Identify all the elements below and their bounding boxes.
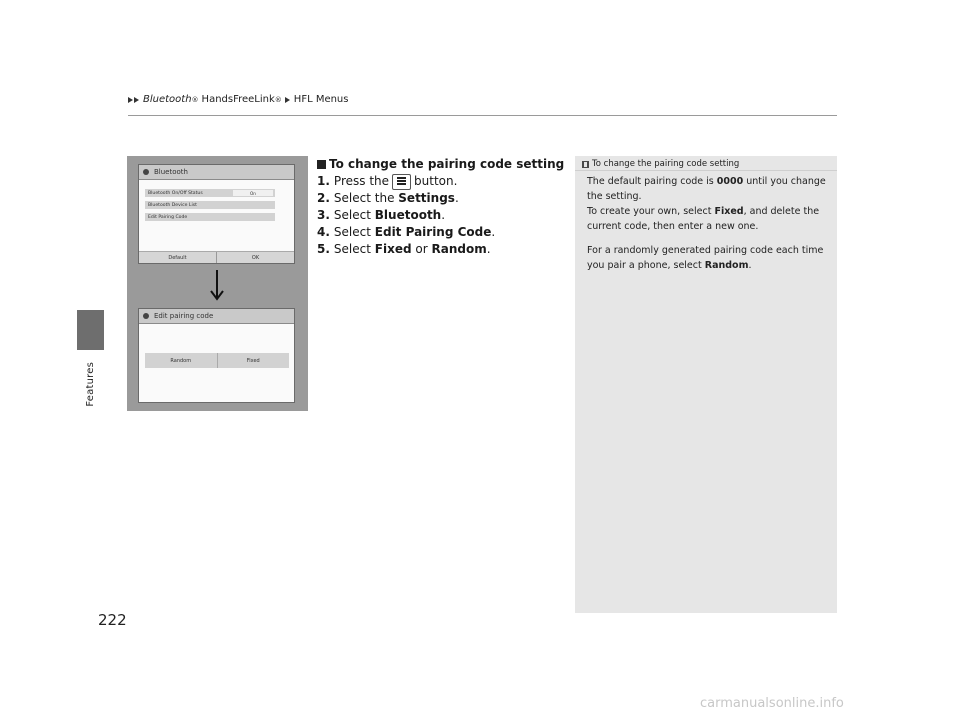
header-divider <box>128 115 837 116</box>
random-button: Random <box>145 353 217 368</box>
bluetooth-screen-footer <box>139 251 294 263</box>
note-paragraph: To create your own, select Fixed, and delete the current code, then enter a new one. <box>587 206 820 232</box>
status-value: On <box>233 190 273 196</box>
note-box <box>575 156 837 613</box>
bluetooth-screen-title: Bluetooth <box>139 165 294 180</box>
breadcrumb-arrow-icon <box>285 97 290 103</box>
note-divider <box>575 170 837 171</box>
back-icon <box>143 169 149 175</box>
breadcrumb-handsfreelink: HandsFreeLink <box>201 94 275 105</box>
step-1: 1. Press the button. <box>317 174 458 188</box>
breadcrumb-arrow-icon <box>128 97 133 103</box>
menu-row-edit-pairing-code: Edit Pairing Code <box>145 213 275 221</box>
heading-square-icon <box>317 160 326 169</box>
step-4: 4. Select Edit Pairing Code . <box>317 225 496 239</box>
registered-mark: ® <box>191 95 199 104</box>
note-body <box>587 174 832 273</box>
breadcrumb <box>128 94 348 105</box>
menu-row-device-list: Bluetooth Device List <box>145 201 275 209</box>
step-2: 2. Select the Settings . <box>317 191 459 205</box>
note-reference-icon <box>582 161 589 168</box>
ok-button: OK <box>216 252 294 263</box>
home-button-icon <box>392 174 411 190</box>
default-button: Default <box>139 252 216 263</box>
menu-row-bluetooth-status: Bluetooth On/Off Status On <box>145 189 275 197</box>
watermark: carmanualsonline.info <box>700 696 844 711</box>
pairing-mode-buttons <box>145 353 289 368</box>
instructions <box>317 156 567 258</box>
note-paragraph: For a randomly generated pairing code each time you pair a phone, select Random. <box>587 245 824 271</box>
back-icon <box>143 313 149 319</box>
down-arrow-icon <box>209 269 225 301</box>
step-5: 5. Select Fixed or Random . <box>317 242 491 256</box>
note-paragraph: The default pairing code is 0000 until you change the setting. <box>587 176 826 202</box>
registered-mark: ® <box>274 95 282 104</box>
chapter-label: Features <box>85 362 96 407</box>
fixed-button: Fixed <box>217 353 290 368</box>
bluetooth-screen <box>138 164 295 264</box>
note-heading: To change the pairing code setting <box>582 159 739 169</box>
step-3: 3. Select Bluetooth . <box>317 208 446 222</box>
screen-illustration <box>127 156 308 411</box>
edit-pairing-code-screen <box>138 308 295 403</box>
breadcrumb-bluetooth: Bluetooth <box>143 94 192 105</box>
page-number: 222 <box>98 611 127 629</box>
edit-pairing-code-title: Edit pairing code <box>139 309 294 324</box>
chapter-tab-marker <box>77 310 104 350</box>
breadcrumb-hfl-menus: HFL Menus <box>293 94 349 105</box>
section-heading: To change the pairing code setting <box>317 156 567 173</box>
breadcrumb-arrow-icon <box>134 97 139 103</box>
